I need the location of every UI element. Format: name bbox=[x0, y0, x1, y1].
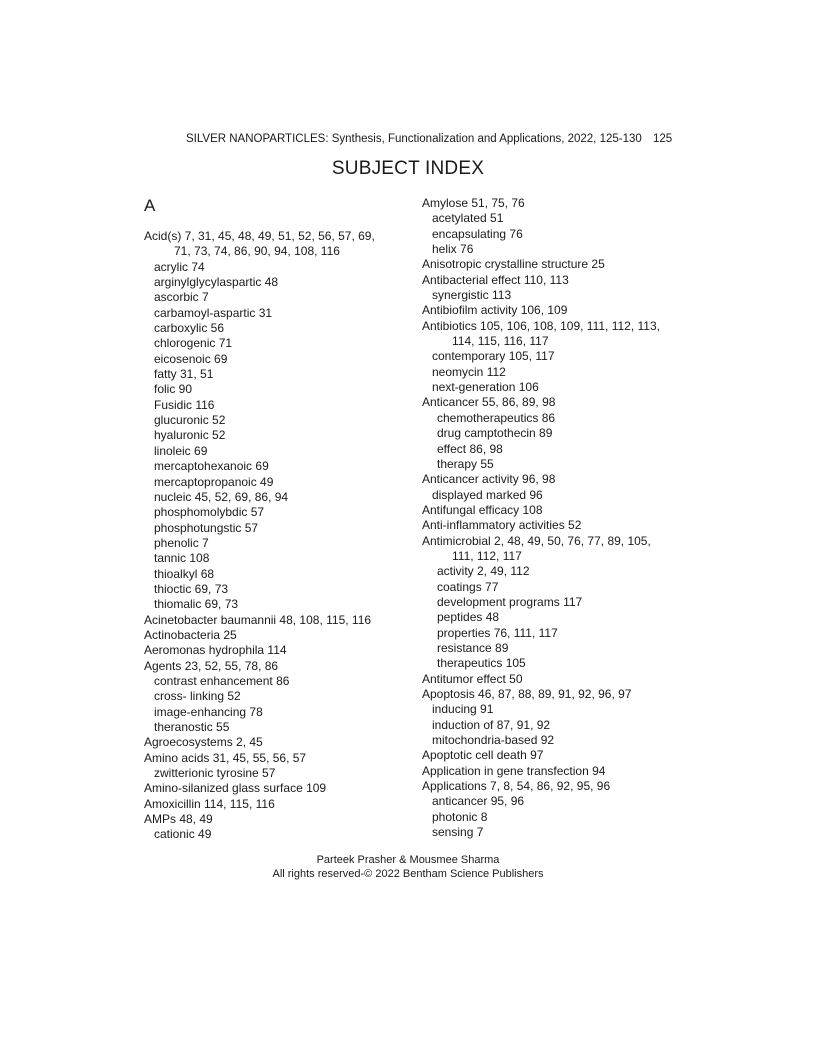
index-entry: therapy 55 bbox=[437, 456, 494, 471]
index-entry: inducing 91 bbox=[432, 702, 494, 717]
index-entry: Actinobacteria 25 bbox=[144, 627, 237, 642]
running-header bbox=[186, 133, 672, 145]
index-entry: cationic 49 bbox=[154, 827, 212, 842]
index-entry: glucuronic 52 bbox=[154, 413, 226, 428]
index-entry: 114, 115, 116, 117 bbox=[452, 334, 549, 349]
section-letter: A bbox=[144, 196, 156, 215]
index-entry: phosphomolybdic 57 bbox=[154, 505, 265, 520]
index-entry: Aeromonas hydrophila 114 bbox=[144, 643, 287, 658]
page-number: 125 bbox=[652, 133, 673, 145]
index-column-right bbox=[422, 196, 692, 840]
index-entry: linoleic 69 bbox=[154, 443, 208, 458]
index-entry: chlorogenic 71 bbox=[154, 336, 233, 351]
index-entry: photonic 8 bbox=[432, 809, 488, 824]
index-entry: folic 90 bbox=[154, 382, 193, 397]
index-entry: hyaluronic 52 bbox=[154, 428, 226, 443]
index-entry: thioalkyl 68 bbox=[154, 566, 215, 581]
index-entry: 71, 73, 74, 86, 90, 94, 108, 116 bbox=[174, 244, 340, 259]
page-footer bbox=[0, 853, 816, 881]
index-entry: Anticancer activity 96, 98 bbox=[422, 472, 556, 487]
index-entry: Amylose 51, 75, 76 bbox=[422, 196, 525, 210]
index-entry: AMPs 48, 49 bbox=[144, 812, 213, 827]
index-entry: mitochondria-based 92 bbox=[432, 733, 555, 748]
index-entry: carbamoyl-aspartic 31 bbox=[154, 305, 273, 320]
footer-copyright: All rights reserved-© 2022 Bentham Science Publishers bbox=[272, 868, 544, 880]
index-entry: Antimicrobial 2, 48, 49, 50, 76, 77, 89, 105, bbox=[422, 533, 651, 548]
index-entry: neomycin 112 bbox=[432, 364, 506, 379]
index-entry: Apoptosis 46, 87, 88, 89, 91, 92, 96, 97 bbox=[422, 687, 632, 701]
index-entry: coatings 77 bbox=[437, 579, 499, 594]
index-entry: Amino-silanized glass surface 109 bbox=[144, 781, 327, 796]
index-entry: Amino acids 31, 45, 55, 56, 57 bbox=[144, 750, 307, 765]
index-entry: acetylated 51 bbox=[432, 211, 504, 226]
index-entry: Apoptotic cell death 97 bbox=[422, 748, 544, 763]
index-entry: drug camptothecin 89 bbox=[437, 426, 553, 441]
index-entry: Antibacterial effect 110, 113 bbox=[422, 272, 569, 287]
page-title: SUBJECT INDEX bbox=[331, 158, 485, 179]
journal-line: SILVER NANOPARTICLES: Synthesis, Functionalization and Applications, 2022, 125-130 bbox=[186, 133, 642, 145]
index-entry: resistance 89 bbox=[437, 640, 509, 655]
index-entry: sensing 7 bbox=[432, 825, 484, 840]
index-entry: 111, 112, 117 bbox=[452, 548, 522, 563]
index-entry: Antibiotics 105, 106, 108, 109, 111, 112, 113, bbox=[422, 318, 660, 333]
index-entry: thioctic 69, 73 bbox=[154, 581, 229, 596]
index-entry: contemporary 105, 117 bbox=[432, 349, 555, 364]
index-entry: Amoxicillin 114, 115, 116 bbox=[144, 796, 275, 811]
footer-authors: Parteek Prasher & Mousmee Sharma bbox=[316, 854, 500, 866]
index-entry: helix 76 bbox=[432, 242, 474, 257]
index-entry: peptides 48 bbox=[437, 610, 500, 625]
index-entry: synergistic 113 bbox=[432, 288, 512, 303]
index-entry: phenolic 7 bbox=[154, 535, 209, 550]
index-entry: encapsulating 76 bbox=[432, 226, 523, 241]
index-entry: image-enhancing 78 bbox=[154, 704, 263, 719]
index-entry: Acid(s) 7, 31, 45, 48, 49, 51, 52, 56, 57, 69, bbox=[144, 229, 375, 243]
index-entry: Anisotropic crystalline structure 25 bbox=[422, 257, 605, 272]
index-entry: Application in gene transfection 94 bbox=[422, 763, 606, 778]
index-entry: nucleic 45, 52, 69, 86, 94 bbox=[154, 489, 289, 504]
index-entry: Applications 7, 8, 54, 86, 92, 95, 96 bbox=[422, 779, 611, 794]
index-entry: displayed marked 96 bbox=[432, 487, 543, 502]
index-entry: anticancer 95, 96 bbox=[432, 794, 525, 809]
index-entry: therapeutics 105 bbox=[437, 656, 526, 671]
index-entry: development programs 117 bbox=[437, 594, 583, 609]
index-entry: carboxylic 56 bbox=[154, 321, 225, 336]
index-entry: fatty 31, 51 bbox=[154, 367, 214, 382]
index-entry: next-generation 106 bbox=[432, 380, 539, 395]
index-entry: Anticancer 55, 86, 89, 98 bbox=[422, 395, 556, 410]
index-entry: Agents 23, 52, 55, 78, 86 bbox=[144, 658, 279, 673]
index-entry: arginylglycylaspartic 48 bbox=[154, 275, 279, 290]
index-entry: activity 2, 49, 112 bbox=[437, 564, 530, 579]
index-entry: Antifungal efficacy 108 bbox=[422, 502, 543, 517]
index-entry: tannic 108 bbox=[154, 551, 210, 566]
index-entry: zwitterionic tyrosine 57 bbox=[154, 766, 276, 781]
index-entry: theranostic 55 bbox=[154, 720, 230, 734]
index-entry: effect 86, 98 bbox=[437, 441, 503, 456]
index-column-left bbox=[144, 229, 414, 843]
index-entry: Antibiofilm activity 106, 109 bbox=[422, 303, 568, 318]
index-entry: properties 76, 111, 117 bbox=[437, 625, 558, 640]
index-entry: thiomalic 69, 73 bbox=[154, 597, 239, 612]
index-entry: mercaptopropanoic 49 bbox=[154, 474, 274, 489]
index-entry: phosphotungstic 57 bbox=[154, 520, 259, 535]
index-entry: eicosenoic 69 bbox=[154, 351, 228, 366]
index-entry: chemotherapeutics 86 bbox=[437, 410, 556, 425]
index-entry: Fusidic 116 bbox=[154, 397, 215, 412]
index-entry: Agroecosystems 2, 45 bbox=[144, 735, 263, 750]
index-entry: Antitumor effect 50 bbox=[422, 671, 523, 686]
index-entry: acrylic 74 bbox=[154, 259, 205, 274]
index-entry: induction of 87, 91, 92 bbox=[432, 717, 551, 732]
index-entry: Acinetobacter baumannii 48, 108, 115, 116 bbox=[144, 612, 372, 627]
index-entry: Anti-inflammatory activities 52 bbox=[422, 518, 582, 533]
index-entry: ascorbic 7 bbox=[154, 290, 209, 305]
index-entry: mercaptohexanoic 69 bbox=[154, 459, 269, 474]
index-entry: contrast enhancement 86 bbox=[154, 673, 290, 688]
index-entry: cross- linking 52 bbox=[154, 689, 241, 704]
